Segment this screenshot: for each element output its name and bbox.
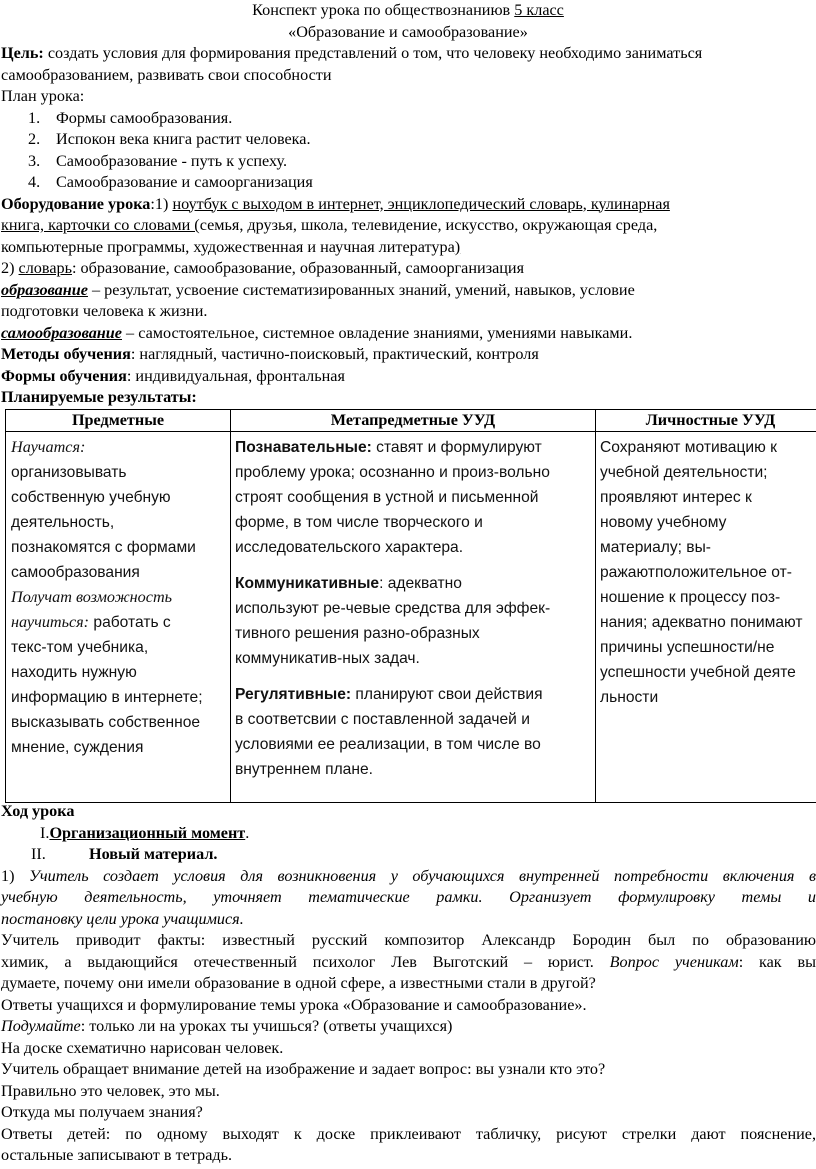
cell-line: новому учебному <box>600 514 727 531</box>
equipment-text: ноутбук с выходом в интернет, энциклопедический словарь, кулинарная <box>172 194 670 213</box>
stage-number: II. <box>31 845 46 863</box>
results-table-header <box>6 410 816 432</box>
cell-line: в соответсвии с поставленной задачей и <box>235 711 530 728</box>
stage-title: Новый материал. <box>89 845 218 863</box>
cell-line <box>235 682 591 707</box>
table-header-cell: Предметные <box>6 410 231 432</box>
cell-line: высказывать собственное <box>11 714 201 731</box>
table-header-cell: Личностные УУД <box>596 410 816 432</box>
cell-line: ражаютположительное от- <box>600 564 792 581</box>
will-learn-label: Научатся: <box>11 438 86 456</box>
cell-text: ставят и формулируют <box>371 439 542 456</box>
methods-text: : наглядный, частично-поисковый, практический, контроля <box>130 345 539 363</box>
lesson-flow-section <box>0 801 816 1167</box>
lesson-heading-text: Ход урока <box>1 802 75 820</box>
paragraph-line <box>0 866 816 888</box>
question-label: Вопрос ученикам <box>609 952 739 971</box>
forms-line <box>0 366 816 388</box>
cell-line: находить нужную <box>11 664 137 681</box>
cell-line: тивного решения разно-образных <box>235 625 480 642</box>
paragraph-line <box>0 1016 816 1038</box>
dictionary-label: словарь <box>18 259 72 277</box>
equipment-text: семья, друзья, школа, телевидение, искусство, окружающая среда, <box>199 216 658 234</box>
paragraph-text: Учитель создает условия для возникновения у обучающихся внутренней потребности включения в <box>29 866 816 885</box>
plan-item-number: 1. <box>28 108 41 127</box>
plan-item-number: 3. <box>28 151 41 170</box>
cell-line <box>11 610 226 635</box>
cell-line: организовывать <box>11 464 127 481</box>
cell-line: самообразования <box>11 564 140 581</box>
cell-text: : адекватно <box>379 575 462 592</box>
cell-line: условиями ее реализации, в том числе во <box>235 736 541 753</box>
lesson-heading <box>0 801 816 823</box>
stage-1 <box>0 823 816 845</box>
cell-line: собственную учебную <box>11 489 171 506</box>
definition-text: – результат, усвоение систематизированных знаний, умений, навыков, условие <box>87 280 635 299</box>
cell-line: строят сообщения в устной и письменной <box>235 489 539 506</box>
definition-self-education <box>0 323 816 345</box>
communicative-block <box>235 571 591 671</box>
table-header-cell: Метапредметные УУД <box>231 410 596 432</box>
cell-text: планируют свои действия <box>351 686 543 703</box>
stage-2 <box>0 844 816 866</box>
paragraph-line: постановку цели урока учащимися. <box>1 909 244 928</box>
plan-item-number: 4. <box>28 173 41 191</box>
equipment-num: :1) <box>150 194 173 213</box>
cell-line: внутреннем плане. <box>235 761 373 778</box>
equipment-text: книга, карточки со словами ( <box>1 216 200 234</box>
cell-line: мнение, суждения <box>11 739 144 756</box>
cell-line: познакомятся с формами <box>11 539 196 556</box>
equipment-line-2 <box>0 215 816 237</box>
cell-line: проявляют интерес к <box>600 489 752 506</box>
stage-title: Организационный момент <box>49 823 246 842</box>
paragraph-line: остальные записывают в тетрадь. <box>1 1146 233 1164</box>
cell-line: материалу; вы- <box>600 539 711 556</box>
equipment-line-1 <box>0 194 816 216</box>
cell-line: льности <box>600 689 659 706</box>
cognitive-block <box>235 435 591 560</box>
plan-item <box>0 129 816 151</box>
results-table-row <box>6 432 816 803</box>
paragraph-number: 1) <box>1 866 29 885</box>
definition-term: образование <box>1 280 88 299</box>
equipment-text: ) <box>454 237 461 256</box>
plan-item-text: Самообразование - путь к успеху. <box>56 151 288 170</box>
title-grade: 5 класс <box>514 1 564 19</box>
cell-line: текс-том учебника, <box>11 639 149 656</box>
cell-line <box>235 571 591 596</box>
paragraph-line: Ответы учащихся и формулирование темы урока «Образование и самообразование». <box>1 995 587 1014</box>
paragraph-line <box>0 952 816 974</box>
definition-term: самообразование <box>1 323 122 342</box>
methods-line <box>0 344 816 366</box>
results-label <box>0 387 816 409</box>
communicative-label: Коммуникативные <box>235 575 380 592</box>
dictionary-text: : образование, самообразование, образованный, самоорганизация <box>71 259 525 277</box>
title-text: Конспект урока по обществознаниюв <box>252 1 515 19</box>
equipment-line-3 <box>0 237 816 259</box>
paragraph-line: Ответы детей: по одному выходят к доске приклеивают табличку, рисуют стрелки дают пояснение, <box>1 1124 816 1143</box>
plan-item <box>0 108 816 130</box>
paragraph-line: Правильно это человек, это мы. <box>1 1081 220 1100</box>
cell-line: форме, в том числе творческого и <box>235 514 483 531</box>
cell-line: нания; адекватно понимают <box>600 614 803 631</box>
plan-item-text: Формы самообразования. <box>56 108 233 127</box>
stage-number: I. <box>40 823 50 842</box>
cell-line: ношение к процессу поз- <box>600 589 781 606</box>
cell-line: Сохраняют мотивацию к <box>600 439 777 456</box>
equipment-label: Оборудование урока <box>1 194 151 213</box>
plan-item-number: 2. <box>28 130 41 148</box>
regulatory-label: Регулятивные: <box>235 686 352 703</box>
plan-item-text: Испокон века книга растит человека. <box>56 130 311 148</box>
results-table <box>5 409 816 803</box>
paragraph-text: химик, а выдающийся отечественный психолог Лев Выготский – юрист. <box>1 952 610 971</box>
cell-line: успешности учебной деяте <box>600 664 796 681</box>
goal-label: Цель: <box>1 44 44 62</box>
plan-item <box>0 151 816 173</box>
cell-line: коммуникатив-ных задач. <box>235 650 420 667</box>
equipment-text: компьютерные программы, художественная и научная литература <box>1 237 455 256</box>
document-title <box>0 0 816 22</box>
cell-line: причины успешности/не <box>600 639 775 656</box>
regulatory-block <box>235 682 591 782</box>
plan-item <box>0 172 816 194</box>
paragraph-line: Откуда мы получаем знания? <box>1 1103 203 1121</box>
subject-results-cell <box>6 432 231 803</box>
results-label-text: Планируемые результаты: <box>1 388 197 406</box>
paragraph-line: На доске схематично нарисован человек. <box>1 1038 284 1057</box>
stage-dot: . <box>245 823 250 842</box>
cell-line: учебной деятельности; <box>600 464 768 481</box>
goal-text: создать условия для формирования представлений о том, что человеку необходимо заниматься <box>43 44 703 62</box>
paragraph-text: : как вы <box>738 952 816 971</box>
forms-text: : индивидуальная, фронтальная <box>126 366 345 385</box>
cell-text: работать с <box>89 614 171 631</box>
document-header-section <box>0 0 816 409</box>
document-subtitle: «Образование и самообразование» <box>288 22 528 41</box>
cell-line <box>235 435 591 460</box>
goal-line-2: самообразованием, развивать свои способности <box>1 65 332 84</box>
paragraph-line: Учитель обращает внимание детей на изображение и задает вопрос: вы узнали кто это? <box>1 1060 606 1078</box>
methods-label: Методы обучения <box>1 345 131 363</box>
paragraph-line: учебную деятельность, уточняет тематические рамки. Организует формулировку темы и <box>1 888 816 906</box>
forms-label: Формы обучения <box>1 366 127 385</box>
chance-label: научиться: <box>11 613 90 631</box>
paragraph-line: думаете, почему они имели образование в одной сфере, а известными стали в другой? <box>1 974 596 992</box>
plan-item-text: Самообразование и самоорганизация <box>56 173 313 191</box>
dictionary-num: 2) <box>1 259 19 277</box>
cell-line: деятельность, <box>11 514 115 531</box>
definition-text: – самостоятельное, системное овладение знаниями, умениями навыками. <box>122 323 633 342</box>
paragraph-text: : только ли на уроках ты учишься? (ответы учащихся) <box>80 1017 453 1035</box>
paragraph-line: Учитель приводит факты: известный русский композитор Александр Бородин был по образованию <box>1 931 816 949</box>
personal-results-cell <box>596 432 816 803</box>
dictionary-line <box>0 258 816 280</box>
cognitive-label: Познавательные: <box>235 439 372 456</box>
plan-label: План урока: <box>1 87 85 105</box>
cell-line: используют ре-чевые средства для эффек- <box>235 600 551 617</box>
goal-line-1 <box>0 43 816 65</box>
meta-results-cell <box>231 432 596 803</box>
definition-education-line-2: подготовки человека к жизни. <box>1 302 208 320</box>
cell-line: проблему урока; осознанно и произ-вольно <box>235 464 550 481</box>
definition-education-line-1 <box>0 280 816 302</box>
cell-line: информацию в интернете; <box>11 689 203 706</box>
think-label: Подумайте <box>1 1017 81 1035</box>
cell-line: исследовательского характера. <box>235 539 464 556</box>
chance-label: Получат возможность <box>11 588 173 606</box>
